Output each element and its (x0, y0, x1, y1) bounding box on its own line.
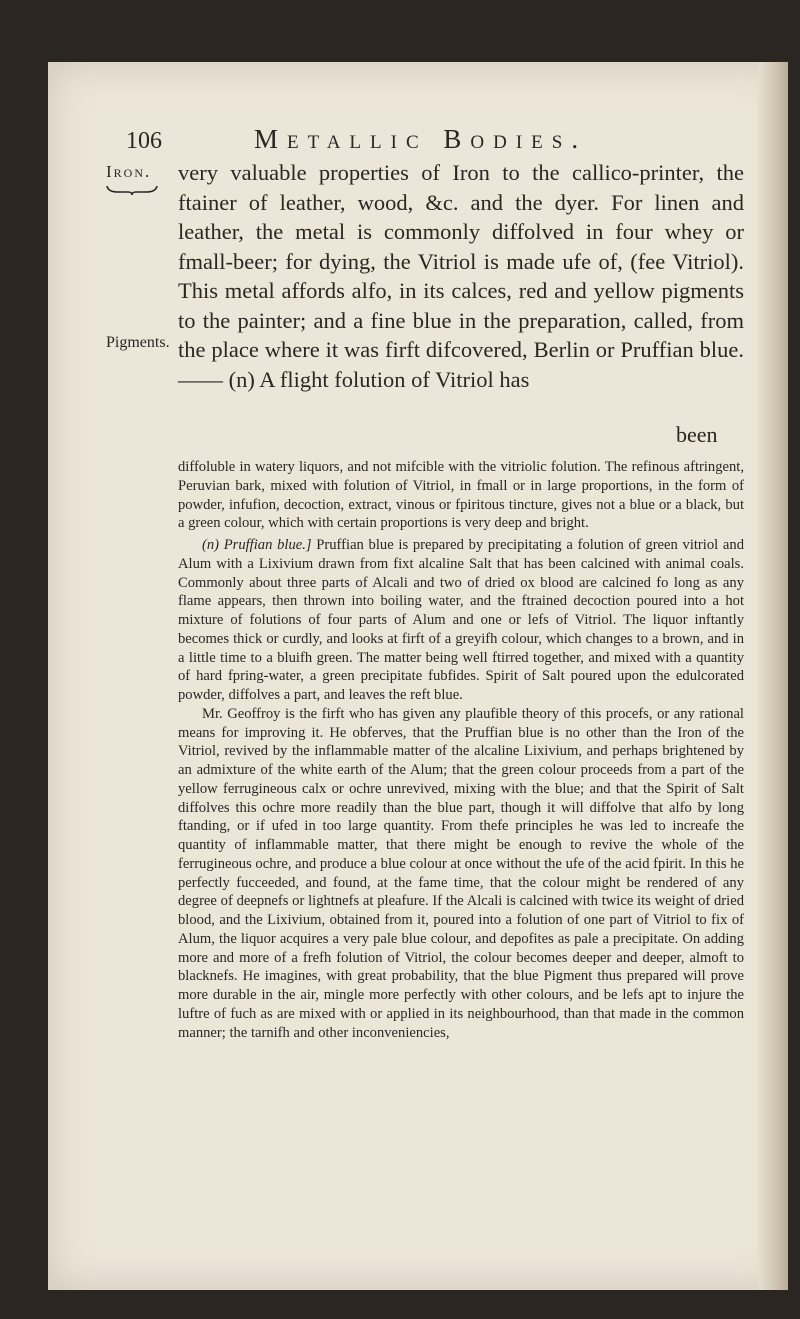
main-text: very valuable properties of Iron to the callico-printer, the ftainer of leather, wood, &c. and the dyer. For linen and leather, the metal is commonly diffolved in four whey or fmall-beer; for dying, the Vitriol is made ufe of, (fee Vitriol). This metal affords alfo, in its calces, red and yellow pigments to the painter; and a fine blue in the preparation, called, from the place where it was firft difcovered, Berlin or Pruffian blue. —— (n) A flight folution of Vitriol has (178, 160, 744, 392)
page-number: 106 (126, 128, 162, 154)
page-content (48, 62, 788, 1318)
catchword-footnote: to (730, 1302, 742, 1318)
footnote-geoffroy: Mr. Geoffroy is the firft who has given any plaufible theory of this procefs, or any rational means for improving it. He obferves, that the Pruffian blue is no other than the Iron of the Vitriol, revived by the inflammable matter of the alcaline Lixivium, and perhaps brightened by an admixture of the white earth of the Alum; that the green colour proceeds from a part of the yellow ferrugineous calx or ochre unrevived, mixing with the blue; and that the Spirit of Salt diffolves this ochre more readily than the blue part, though it will diffolve that alfo by long ftanding, or if ufed in too large quantity. From thefe principles he was led to increafe the quantity of inflammable matter, that there might be enough to revive the whole of the ferrugineous ochre, and produce a blue colour at once without the ufe of the acid fpirit. In this he perfectly fucceeded, and found, at the fame time, that the colour might be rendered of any degree of deepnefs or lightnefs at pleafure. If the Alcali is calcined with twice its weight of dried blood, and the Lixivium, obtained from it, poured into a folution of one part of Vitriol to fix of Alum, the liquor acquires a very pale blue colour, and depofites as pale a precipitate. On adding more and more of a frefh folution of Vitriol, the colour becomes deeper and deeper, almoft to blacknefs. He imagines, with great probability, that the blue Pigment thus prepared will prove more durable in the air, mingle more perfectly with other colours, and be lefs apt to injure the luftre of fuch as are mixed with or applied in its neighbourhood, than that made in the common manner; the tarnifh and other inconveniencies, (178, 705, 744, 1041)
brace-ornament (106, 184, 158, 196)
running-head: Metallic Bodies. (254, 124, 588, 154)
footnote-n-label: (n) Pruffian blue.] (202, 537, 312, 553)
margin-note-iron: Iron. (106, 162, 152, 181)
footnote-n-text: Pruffian blue is prepared by precipitating a folution of green vitriol and Alum with a Lixivium drawn from fixt alcaline Salt that has been calcined with animal coals. Commonly about three parts of Alcali and two of dried ox blood are calcined fo long as any flame appears, then thrown into boiling water, and the ftrained decoction poured into a hot mixture of folutions of four parts of Alum and one or lefs of Vitriol. The liquor inftantly becomes thick or curdly, and looks at firft of a greyifh colour, which changes to a brown, and in a little time to a bluifh green. The matter being well ftirred together, and mixed with a quantity of hard fpring-water, a green precipitate fubfides. Spirit of Salt poured upon the edulcorated powder, diffolves a part, and leaves the reft blue. (178, 537, 744, 703)
book-page (48, 62, 788, 1318)
margin-note-pigments: Pigments. (106, 334, 170, 351)
footnotes (178, 458, 744, 1042)
footnote-n (178, 536, 744, 705)
catchword-main: been (676, 422, 718, 447)
footnote-continuation: diffoluble in watery liquors, and not mifcible with the vitriolic folution. The refinous aftringent, Peruvian bark, mixed with folution of Vitriol, in fmall or in large proportions, in the form of powder, infufion, decoction, extract, vinous or fpiritous tincture, gives not a blue or a black, but a green colour, which with certain proportions is very deep and bright. (178, 459, 744, 532)
